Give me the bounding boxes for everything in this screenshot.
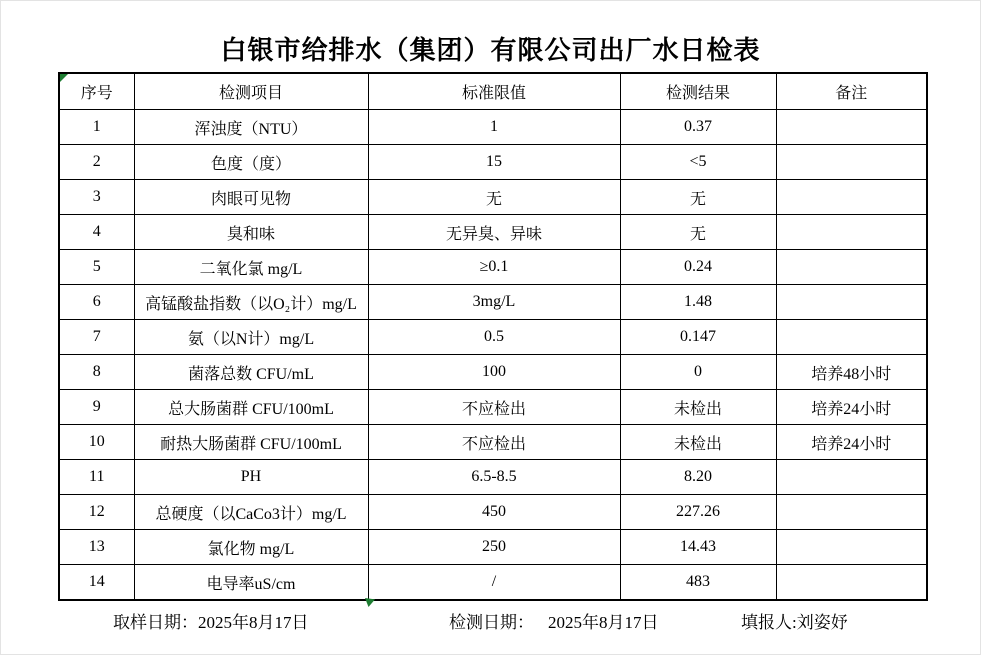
table-row	[59, 320, 927, 355]
table-header-row	[59, 73, 927, 110]
cell-item: 总硬度（以CaCo3计）mg/L	[134, 495, 368, 530]
table-row	[59, 425, 927, 460]
reporter-label: 填报人:	[741, 613, 797, 632]
table-row	[59, 215, 927, 250]
table-row	[59, 390, 927, 425]
cell-limit: 0.5	[368, 320, 620, 355]
table-row	[59, 180, 927, 215]
cell-no: 13	[59, 530, 134, 565]
cell-limit: 不应检出	[368, 390, 620, 425]
cell-result: 无	[620, 215, 776, 250]
cell-no: 8	[59, 355, 134, 390]
cell-no: 11	[59, 460, 134, 495]
cell-no: 5	[59, 250, 134, 285]
test-date	[449, 608, 659, 633]
cell-no: 2	[59, 145, 134, 180]
cell-result: 14.43	[620, 530, 776, 565]
cell-no: 14	[59, 565, 134, 601]
cell-result: 1.48	[620, 285, 776, 320]
reporter-name: 刘姿妤	[796, 613, 848, 632]
cell-no: 1	[59, 110, 134, 145]
cell-remark	[776, 565, 927, 601]
cell-limit: /	[368, 565, 620, 601]
cell-remark	[776, 180, 927, 215]
cell-remark	[776, 250, 927, 285]
cell-limit: 1	[368, 110, 620, 145]
table-row	[59, 530, 927, 565]
header-item: 检测项目	[134, 73, 368, 110]
table-row	[59, 355, 927, 390]
cell-limit: 无异臭、异味	[368, 215, 620, 250]
cell-item: 电导率uS/cm	[134, 565, 368, 601]
excel-corner-marker-icon	[60, 74, 68, 82]
cell-result: 0.24	[620, 250, 776, 285]
cell-result: 227.26	[620, 495, 776, 530]
table-row	[59, 285, 927, 320]
cell-remark	[776, 145, 927, 180]
sample-date-value: 2025年8月17日	[198, 613, 309, 632]
cell-no: 10	[59, 425, 134, 460]
cell-result: <5	[620, 145, 776, 180]
header-result: 检测结果	[620, 73, 776, 110]
header-remark: 备注	[776, 73, 927, 110]
cell-limit: 3mg/L	[368, 285, 620, 320]
cell-remark	[776, 215, 927, 250]
table-row	[59, 495, 927, 530]
cell-remark	[776, 495, 927, 530]
header-limit: 标准限值	[368, 73, 620, 110]
cell-remark	[776, 530, 927, 565]
cell-item: 耐热大肠菌群 CFU/100mL	[134, 425, 368, 460]
table-row	[59, 110, 927, 145]
cell-item: 浑浊度（NTU）	[134, 110, 368, 145]
cell-remark	[776, 110, 927, 145]
cell-limit: 无	[368, 180, 620, 215]
cell-remark: 培养24小时	[776, 390, 927, 425]
cell-item: PH	[134, 460, 368, 495]
cell-result: 8.20	[620, 460, 776, 495]
cell-remark	[776, 320, 927, 355]
cell-remark	[776, 460, 927, 495]
cell-result: 未检出	[620, 425, 776, 460]
cell-limit: 450	[368, 495, 620, 530]
excel-bottom-marker-icon	[365, 598, 375, 607]
cell-no: 4	[59, 215, 134, 250]
sample-date-label: 取样日期：	[113, 613, 198, 632]
cell-limit: ≥0.1	[368, 250, 620, 285]
cell-item: 总大肠菌群 CFU/100mL	[134, 390, 368, 425]
cell-item: 高锰酸盐指数（以O₂计）mg/L	[134, 285, 368, 320]
cell-result: 0	[620, 355, 776, 390]
header-no: 序号	[59, 73, 134, 110]
cell-item: 臭和味	[134, 215, 368, 250]
cell-result: 0.37	[620, 110, 776, 145]
cell-remark: 培养48小时	[776, 355, 927, 390]
cell-limit: 15	[368, 145, 620, 180]
cell-result: 0.147	[620, 320, 776, 355]
cell-limit: 100	[368, 355, 620, 390]
cell-item: 菌落总数 CFU/mL	[134, 355, 368, 390]
cell-no: 9	[59, 390, 134, 425]
cell-item: 二氧化氯 mg/L	[134, 250, 368, 285]
cell-result: 未检出	[620, 390, 776, 425]
test-date-label: 检测日期：	[449, 613, 534, 632]
cell-limit: 不应检出	[368, 425, 620, 460]
cell-limit: 6.5-8.5	[368, 460, 620, 495]
sample-date	[113, 608, 309, 633]
table-row	[59, 460, 927, 495]
page-title: 白银市给排水（集团）有限公司出厂水日检表	[220, 36, 761, 65]
cell-no: 12	[59, 495, 134, 530]
cell-remark: 培养24小时	[776, 425, 927, 460]
cell-no: 6	[59, 285, 134, 320]
cell-item: 氯化物 mg/L	[134, 530, 368, 565]
cell-result: 无	[620, 180, 776, 215]
cell-item: 氨（以N计）mg/L	[134, 320, 368, 355]
cell-item: 肉眼可见物	[134, 180, 368, 215]
cell-item: 色度（度）	[134, 145, 368, 180]
reporter	[741, 608, 848, 633]
table-row	[59, 565, 927, 601]
cell-remark	[776, 285, 927, 320]
table-row	[59, 250, 927, 285]
cell-no: 7	[59, 320, 134, 355]
test-date-value: 2025年8月17日	[548, 613, 659, 632]
cell-no: 3	[59, 180, 134, 215]
inspection-table	[58, 72, 928, 601]
table-row	[59, 145, 927, 180]
cell-result: 483	[620, 565, 776, 601]
cell-limit: 250	[368, 530, 620, 565]
